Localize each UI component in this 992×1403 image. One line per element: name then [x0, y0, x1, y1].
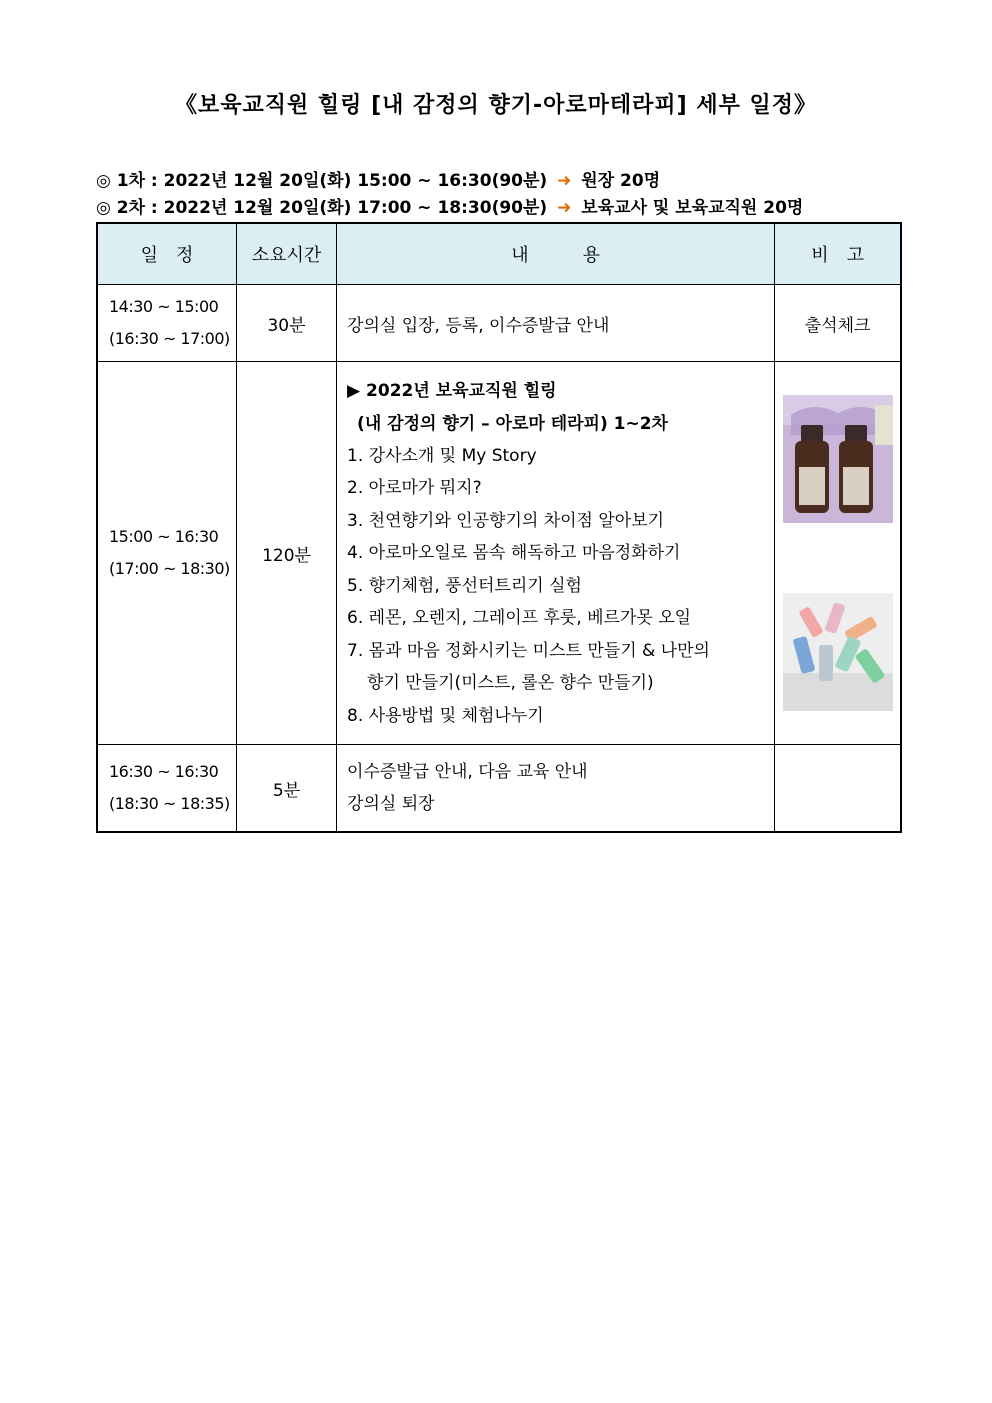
list-item: 6. 레몬, 오렌지, 그레이프 후룻, 베르가못 오일	[347, 608, 692, 629]
content-cell	[337, 362, 775, 745]
time-range-alt: (18:30 ~ 18:35)	[109, 794, 230, 813]
aroma-bottles-photo	[783, 395, 893, 523]
table-row	[97, 362, 901, 745]
header-content: 내 용	[337, 223, 775, 285]
header-schedule: 일 정	[97, 223, 236, 285]
list-item: 2. 아로마가 뭐지?	[347, 478, 482, 499]
content-line: 강의실 퇴장	[347, 794, 435, 814]
duration-cell: 30분	[236, 285, 336, 362]
content-cell: 강의실 입장, 등록, 이수증발급 안내	[337, 285, 775, 362]
session-list	[96, 168, 803, 222]
session-text: 1차 : 2022년 12월 20일(화) 15:00 ~ 16:30(90분)	[116, 171, 548, 191]
time-range-alt: (16:30 ~ 17:00)	[109, 329, 230, 348]
program-subheading: (내 감정의 향기 – 아로마 테라피) 1~2차	[357, 413, 668, 434]
content-cell	[337, 745, 775, 833]
time-cell	[97, 745, 236, 833]
session-target: 원장 20명	[581, 171, 661, 191]
session-text: 2차 : 2022년 12월 20일(화) 17:00 ~ 18:30(90분)	[116, 198, 548, 218]
time-range: 15:00 ~ 16:30	[109, 527, 219, 546]
bullet-mark: ◎	[96, 198, 111, 218]
header-note: 비 고	[775, 223, 901, 285]
session-target: 보육교사 및 보육교직원 20명	[581, 198, 804, 218]
list-item: 4. 아로마오일로 몸속 해독하고 마음정화하기	[347, 543, 681, 564]
session-line-2	[96, 195, 803, 222]
list-item: 8. 사용방법 및 체험나누기	[347, 705, 544, 726]
schedule-table	[96, 222, 902, 833]
duration-cell: 120분	[236, 362, 336, 745]
page-title: 《보육교직원 힐링 [내 감정의 향기-아로마테라피] 세부 일정》	[175, 93, 817, 118]
roller-bottles-photo	[783, 593, 893, 711]
note-cell-photos	[775, 362, 901, 745]
time-range: 16:30 ~ 16:30	[109, 762, 219, 781]
time-cell	[97, 285, 236, 362]
header-duration: 소요시간	[236, 223, 336, 285]
arrow-right-icon: ➜	[557, 198, 572, 218]
table-row	[97, 285, 901, 362]
list-item: 7. 몸과 마음 정화시키는 미스트 만들기 & 나만의	[347, 640, 710, 661]
time-cell	[97, 362, 236, 745]
list-item: 1. 강사소개 및 My Story	[347, 445, 537, 466]
list-item: 5. 향기체험, 풍선터트리기 실험	[347, 575, 582, 596]
content-line: 이수증발급 안내, 다음 교육 안내	[347, 762, 588, 782]
duration-cell: 5분	[236, 745, 336, 833]
time-range: 14:30 ~ 15:00	[109, 297, 219, 316]
time-range-alt: (17:00 ~ 18:30)	[109, 559, 230, 578]
list-item: 3. 천연향기와 인공향기의 차이점 알아보기	[347, 510, 665, 531]
arrow-right-icon: ➜	[557, 171, 572, 191]
note-cell: 출석체크	[775, 285, 901, 362]
program-heading: ▶ 2022년 보육교직원 힐링	[347, 380, 557, 401]
bullet-mark: ◎	[96, 171, 111, 191]
table-row	[97, 745, 901, 833]
list-item-continuation: 향기 만들기(미스트, 롤온 향수 만들기)	[367, 673, 654, 694]
note-cell	[775, 745, 901, 833]
session-line-1	[96, 168, 803, 195]
table-header-row	[97, 223, 901, 285]
